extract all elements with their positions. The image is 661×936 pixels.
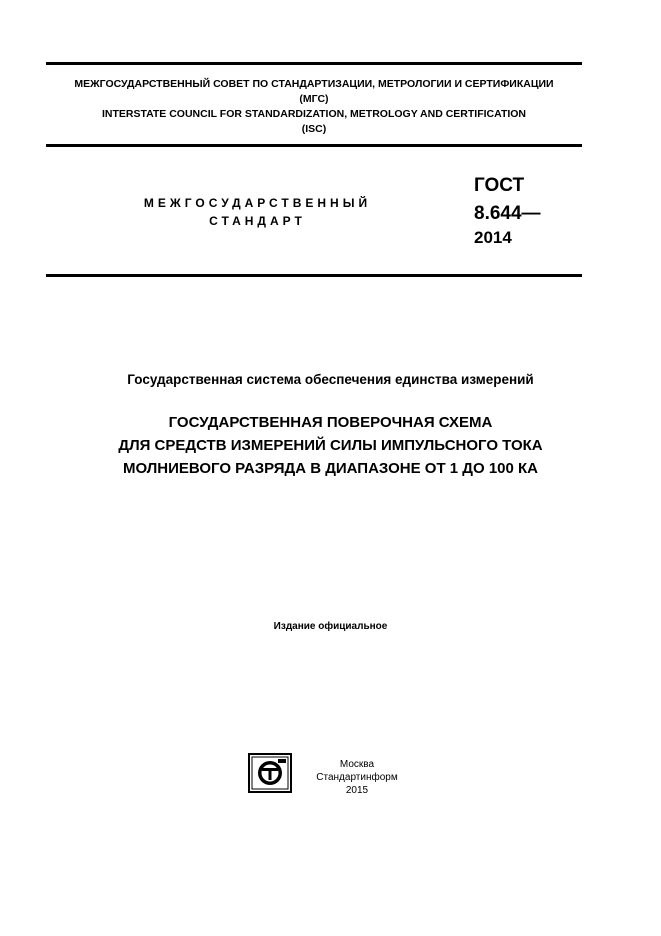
standard-label-line2: СТАНДАРТ [209,214,306,228]
publisher-info [302,758,412,797]
council-header [46,77,582,137]
standard-code-year: 2014 [474,228,512,247]
standard-code-prefix: ГОСТ [474,175,525,196]
standard-label-line1: МЕЖГОСУДАРСТВЕННЫЙ [143,196,372,210]
title-line-3: МОЛНИЕВОГО РАЗРЯДА В ДИАПАЗОНЕ ОТ 1 ДО 100 КА [122,460,538,477]
bottom-rule [46,274,582,277]
top-rule [46,62,582,65]
publisher-year: 2015 [345,785,369,796]
publisher-city: Москва [339,759,375,770]
publisher-name: Стандартинформ [316,772,398,783]
title-line-1: ГОСУДАРСТВЕННАЯ ПОВЕРОЧНАЯ СХЕМА [168,414,493,431]
edition-label: Издание официальное [273,621,388,632]
standard-label [130,194,385,230]
council-abbr-en: (ISC) [301,123,327,135]
council-abbr-ru: (МГС) [299,93,329,105]
document-title [0,411,661,480]
standard-code-number: 8.644— [474,203,541,224]
standartinform-logo-icon [248,753,292,793]
title-line-2: ДЛЯ СРЕДСТВ ИЗМЕРЕНИЙ СИЛЫ ИМПУЛЬСНОГО ТОКА [118,437,543,454]
council-name-ru: МЕЖГОСУДАРСТВЕННЫЙ СОВЕТ ПО СТАНДАРТИЗАЦИИ, МЕТРОЛОГИИ И СЕРТИФИКАЦИИ [74,78,554,90]
council-name-en: INTERSTATE COUNCIL FOR STANDARDIZATION, METROLOGY AND CERTIFICATION [101,108,527,120]
standard-code [474,174,541,250]
middle-rule [46,144,582,147]
series-title: Государственная система обеспечения единства измерений [127,372,534,387]
